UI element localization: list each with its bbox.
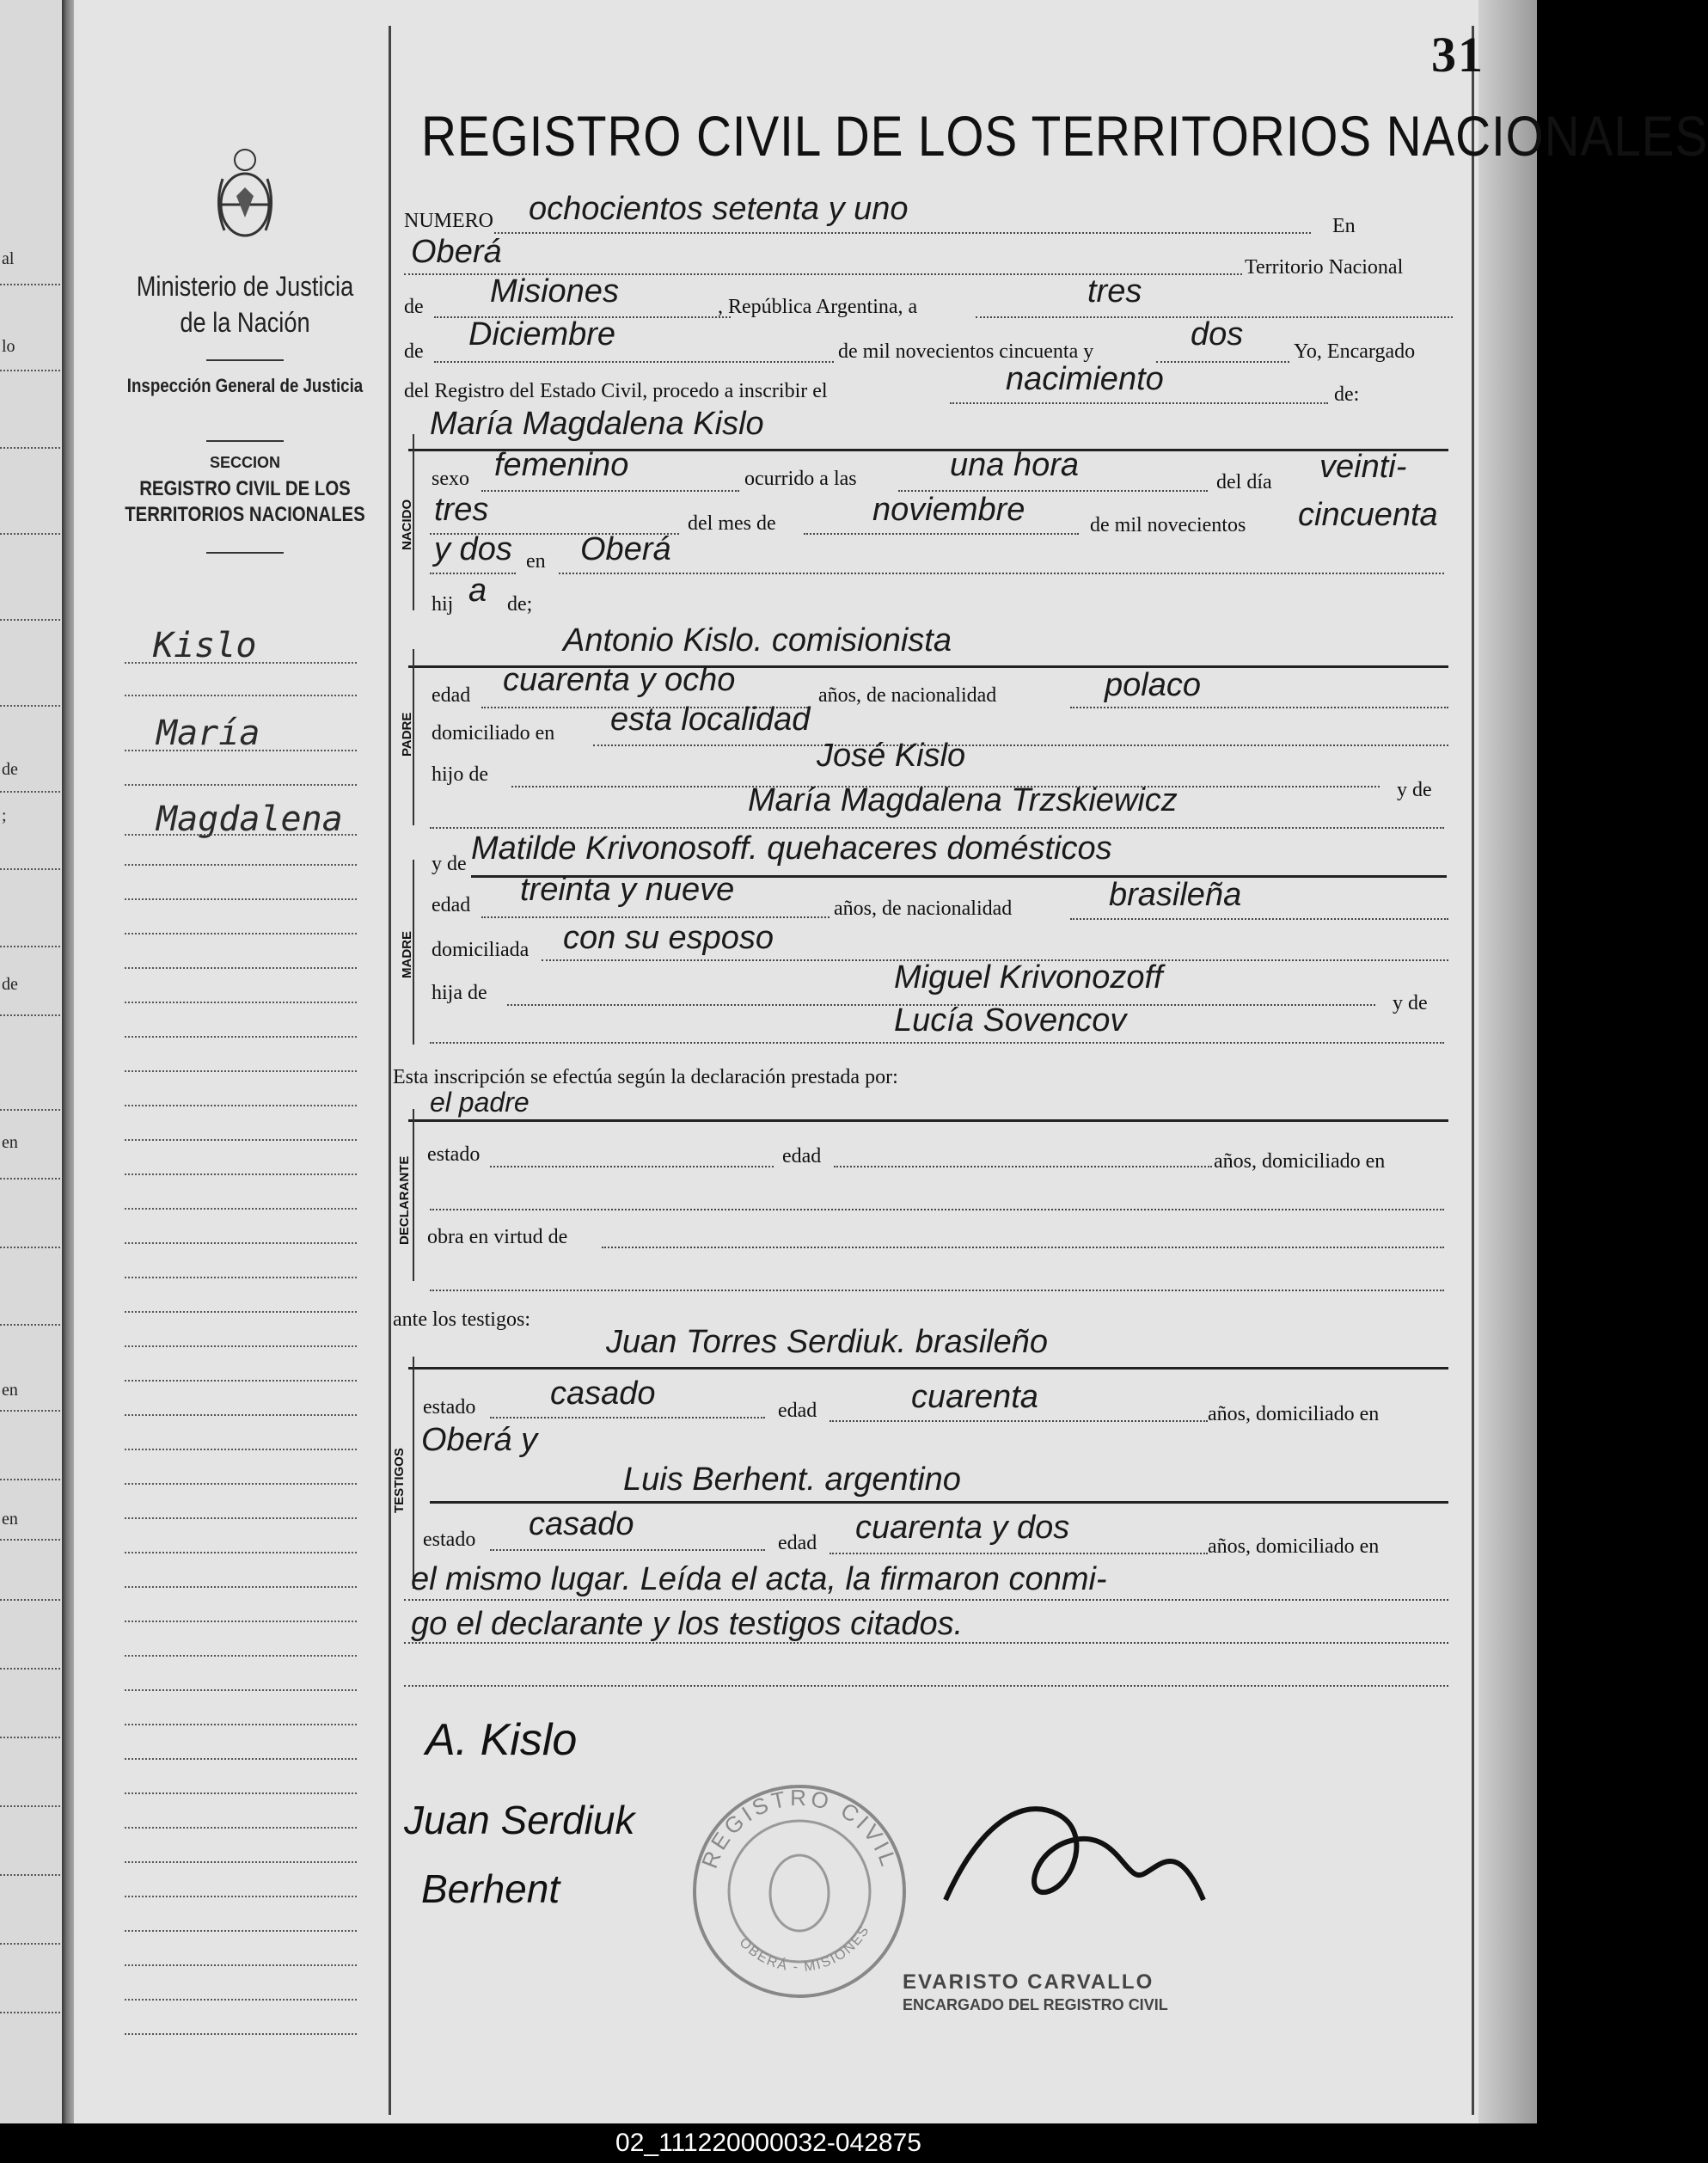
hijo-suffix: a [468,573,487,609]
section-label: SECCION [209,454,280,471]
anios-domiciliado-label: años, domiciliado en [1214,1150,1386,1173]
month-value: Diciembre [468,316,616,352]
left-fragment: ; [2,806,7,825]
section-label-madre: MADRE [400,931,414,978]
de-label: de; [507,593,533,616]
year-label: de mil novecientos cincuenta y [838,340,1094,363]
ministry-name: Ministerio de Justicia de la Nación [136,271,354,338]
left-fragment: al [2,249,15,268]
nacionalidad-label: años, de nacionalidad [834,898,1013,920]
signature-witness-1: Juan Serdiuk [404,1798,635,1842]
paternal-grandmother-value: María Magdalena Trzskiewicz [748,782,1178,818]
divider [206,359,284,361]
day-value: tres [1087,273,1142,309]
left-fragment: en [2,1510,18,1529]
index-given-name: María [156,714,260,753]
act-type-value: nacimiento [1006,361,1164,397]
margin-rule [389,26,391,2115]
en-label: en [526,550,546,573]
section-label-padre: PADRE [400,712,414,757]
mother-nationality-value: brasileña [1109,877,1242,913]
left-fragment: de [2,760,18,779]
anio-value-cont: y dos [434,531,512,567]
father-age-value: cuarenta y ocho [503,662,736,698]
father-address-value: esta localidad [610,702,811,738]
registrar-name: EVARISTO CARVALLO [903,1970,1154,1994]
nacionalidad-label: años, de nacionalidad [818,684,997,707]
edad-label: edad [432,894,471,916]
mes-label: del mes de [688,512,776,535]
witness-1-estado: casado [550,1376,656,1412]
mother-age-value: treinta y nueve [520,872,735,908]
book-spine [62,0,74,2123]
hijo-label: hij [432,593,454,616]
left-page-strip [0,0,67,2123]
closing-line-2: go el declarante y los testigos citados. [411,1606,964,1642]
y-de-label: y de [1397,779,1432,801]
edad-label: edad [782,1145,822,1167]
maternal-grandmother-value: Lucía Sovencov [894,1002,1127,1039]
registrar-signature [928,1788,1212,1926]
sexo-label: sexo [432,468,469,490]
estado-label: estado [423,1396,476,1419]
republica-label: , República Argentina, a [718,296,918,318]
territorio-label: Territorio Nacional [1245,256,1404,279]
page-edge [1478,0,1537,2123]
estado-label: estado [427,1143,481,1166]
index-surname: Kislo [153,626,257,665]
hijo-de-label: hijo de [432,763,488,786]
right-rule [1472,26,1474,2115]
page-number: 31 [1431,27,1485,83]
numero-value: ochocientos setenta y uno [529,191,909,227]
dia-value-cont: tres [434,492,489,528]
paternal-grandfather-value: José Kislo [817,738,966,774]
closing-line-1: el mismo lugar. Leída el acta, la firmaron conmi- [411,1561,1107,1597]
witness-1-edad: cuarenta [911,1379,1038,1415]
registro-label: del Registro del Estado Civil, procedo a inscribir el [404,380,828,402]
maternal-grandfather-value: Miguel Krivonozoff [894,959,1163,996]
domiciliada-label: domiciliada [432,939,530,961]
edad-label: edad [778,1532,817,1554]
y-de-label: y de [1393,992,1428,1014]
witness-2-name: Luis Berhent. argentino [623,1461,961,1498]
section-label-declarante: DECLARANTE [397,1155,412,1245]
divider [206,440,284,442]
mes-value: noviembre [872,492,1025,528]
yo-label: Yo, Encargado [1294,340,1416,363]
section-label-nacido: NACIDO [400,499,414,550]
declaration-intro: Esta inscripción se efectúa según la declaración prestada por: [393,1066,898,1088]
index-given-name: Magdalena [156,800,343,839]
edad-label: edad [432,684,471,707]
de-label: de [404,340,424,363]
section-name: REGISTRO CIVIL DE LOS TERRITORIOS NACIONALES [125,477,365,526]
anios-domiciliado-label: años, domiciliado en [1208,1535,1380,1558]
declarant-value: el padre [430,1087,530,1118]
de-colon: de: [1334,383,1360,406]
coat-of-arms-icon [211,144,279,248]
divider [206,552,284,554]
mother-name-value: Matilde Krivonosoff. quehaceres domésticos [471,830,1112,867]
dia-value: veinti- [1319,449,1407,485]
father-name-value: Antonio Kislo. comisionista [563,622,952,659]
left-fragment: en [2,1381,18,1400]
edad-label: edad [778,1400,817,1422]
anios-domiciliado-label: años, domiciliado en [1208,1403,1380,1425]
page-title: REGISTRO CIVIL DE LOS TERRITORIOS NACIONALES [421,104,1708,168]
registry-seal [688,1780,911,2003]
year-value: dos [1191,316,1244,352]
anio-value: cincuenta [1298,497,1438,533]
obra-label: obra en virtud de [427,1226,568,1248]
child-name-value: María Magdalena Kislo [430,406,764,442]
mother-address-value: con su esposo [563,920,774,956]
ocurrido-label: ocurrido a las [744,468,857,490]
en-label: En [1332,215,1356,237]
de-label: de [404,296,424,318]
image-id-footer: 02_111220000032-042875 [0,2123,1537,2163]
place-value: Oberá [411,234,502,270]
sexo-value: femenino [494,447,629,483]
domicilio-label: domiciliado en [432,722,555,744]
inspection-name: Inspección General de Justicia [126,375,364,396]
witness-1-domicilio: Oberá y [421,1422,538,1458]
lugar-value: Oberá [580,531,671,567]
left-fragment: de [2,975,18,994]
seal-text-bottom: OBERÁ - MISIONES [736,1922,873,1975]
witness-2-edad: cuarenta y dos [855,1510,1070,1546]
seal-text-top: REGISTRO CIVIL [696,1784,903,1872]
registrar-role: ENCARGADO DEL REGISTRO CIVIL [903,1996,1168,2013]
numero-label: NUMERO [404,210,494,232]
witnesses-intro: ante los testigos: [393,1308,530,1331]
mil-label: de mil novecientos [1090,514,1246,536]
hora-value: una hora [950,447,1080,483]
del-dia-label: del día [1216,471,1272,493]
witness-2-estado: casado [529,1506,634,1542]
signature-declarant: A. Kislo [425,1715,578,1765]
father-nationality-value: polaco [1105,667,1201,703]
left-fragment: lo [2,337,15,356]
left-fragment: en [2,1133,18,1152]
section-label-testigos: TESTIGOS [392,1448,407,1513]
hija-de-label: hija de [432,982,487,1004]
estado-label: estado [423,1529,476,1551]
signature-witness-2: Berhent [421,1866,560,1911]
svg-text:REGISTRO CIVIL [696,1785,903,1872]
witness-1-name: Juan Torres Serdiuk. brasileño [606,1324,1048,1360]
y-de-label: y de [432,853,467,875]
territory-value: Misiones [490,273,619,309]
